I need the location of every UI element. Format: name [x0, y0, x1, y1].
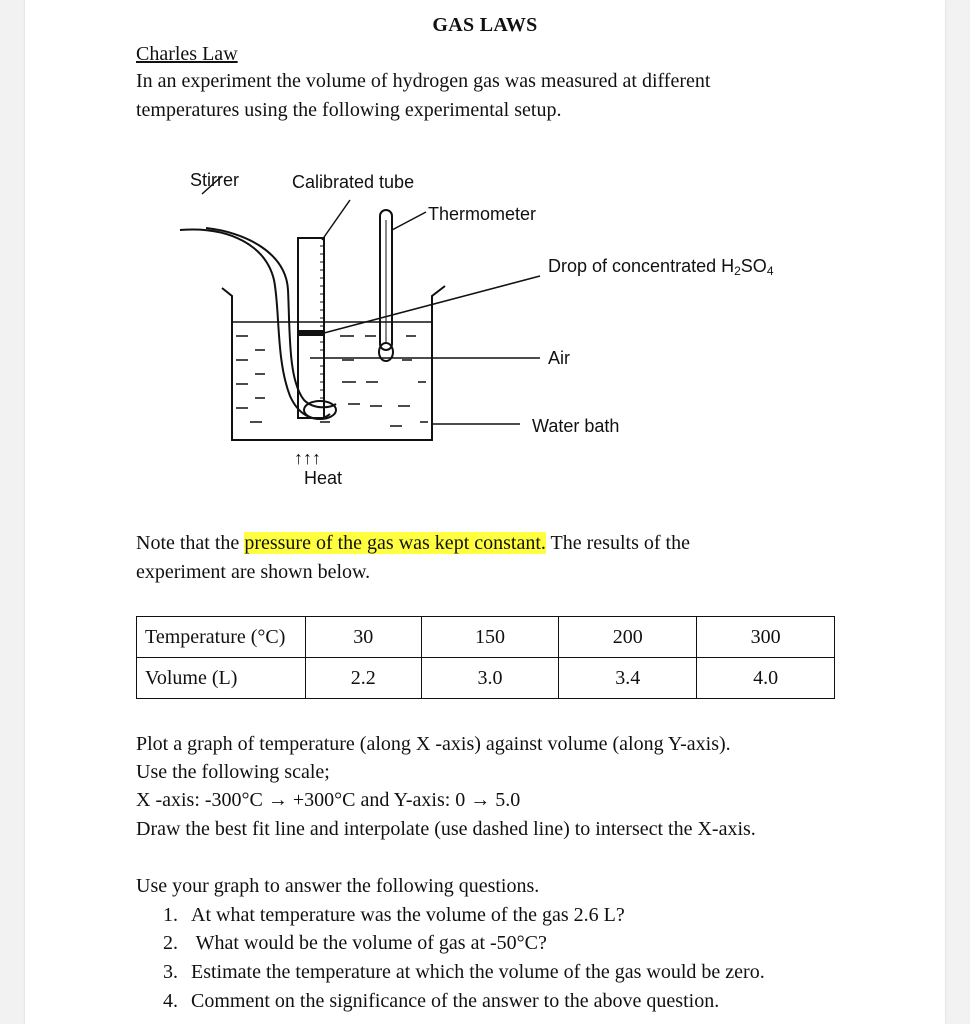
- heat-label: Heat: [304, 468, 343, 488]
- question-item: 4. Comment on the significance of the answer to the above question.: [163, 990, 720, 1012]
- calibrated-tube: [298, 238, 324, 418]
- table-cell: 2.2: [306, 658, 422, 699]
- document-page: [25, 0, 945, 1024]
- table-row: [137, 617, 835, 658]
- acid-drop: [299, 330, 323, 336]
- stirrer-label: Stirrer: [190, 170, 239, 190]
- air-label: Air: [548, 348, 570, 368]
- table-cell: 300: [697, 617, 835, 658]
- intro-line-1: In an experiment the volume of hydrogen gas was measured at different: [136, 70, 711, 92]
- instruction-line-3: X -axis: -300°C → +300°C and Y-axis: 0 → 5.0: [136, 789, 521, 811]
- instruction-line-1: Plot a graph of temperature (along X -axis) against volume (along Y-axis).: [136, 733, 731, 755]
- table-cell: 150: [421, 617, 559, 658]
- table-row-label: Temperature (°C): [137, 617, 306, 658]
- water-dashes: [236, 336, 428, 426]
- water-bath-label: Water bath: [532, 416, 620, 436]
- section-heading: Charles Law: [136, 43, 238, 65]
- table-cell: 4.0: [697, 658, 835, 699]
- heat-arrows-icon: ↑↑↑: [294, 448, 321, 468]
- calibrated-tube-label: Calibrated tube: [292, 172, 415, 192]
- questions-intro: Use your graph to answer the following questions.: [136, 875, 540, 897]
- page-title: GAS LAWS: [432, 14, 538, 36]
- question-item: 1. At what temperature was the volume of the gas 2.6 L?: [163, 904, 625, 926]
- question-item: 3. Estimate the temperature at which the volume of the gas would be zero.: [163, 961, 765, 983]
- table-cell: 3.0: [421, 658, 559, 699]
- acid-drop-label: Drop of concentrated H2SO4: [548, 256, 774, 278]
- table-row-label: Volume (L): [137, 658, 306, 699]
- results-table: [136, 616, 835, 699]
- instruction-line-2: Use the following scale;: [136, 761, 330, 783]
- stirrer-loop: [304, 401, 336, 419]
- table-row: [137, 658, 835, 699]
- stirrer-rod: [180, 229, 330, 418]
- question-item: 2. What would be the volume of gas at -50°C?: [163, 932, 547, 954]
- note-line-2: experiment are shown below.: [136, 561, 371, 583]
- highlighted-text: pressure of the gas was kept constant.: [244, 532, 546, 554]
- table-cell: 200: [559, 617, 697, 658]
- table-cell: 30: [306, 617, 422, 658]
- thermometer-label: Thermometer: [428, 204, 537, 224]
- experimental-setup-diagram: [170, 160, 790, 500]
- note-line-1: Note that the pressure of the gas was kept constant. The results of the: [136, 532, 690, 554]
- beaker: [222, 286, 445, 440]
- table-cell: 3.4: [559, 658, 697, 699]
- instruction-line-4: Draw the best fit line and interpolate (use dashed line) to intersect the X-axis.: [136, 818, 756, 840]
- intro-line-2: temperatures using the following experimental setup.: [136, 99, 562, 121]
